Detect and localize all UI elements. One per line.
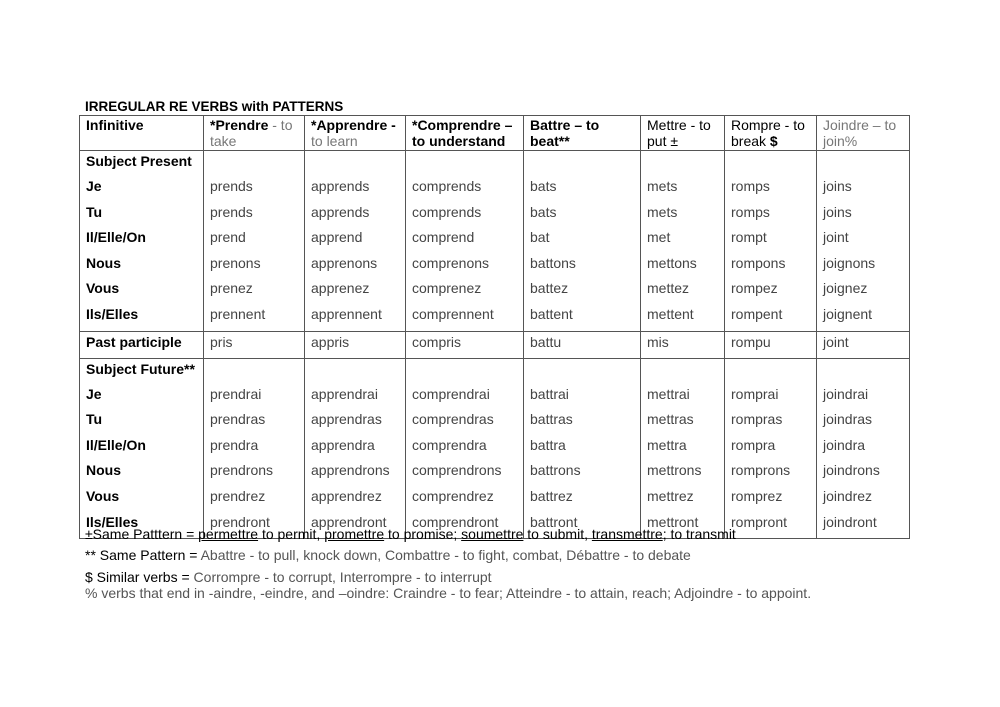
subject-cell: Je [80,385,204,411]
verb-form-cell: battra [524,436,641,462]
table-row [80,254,910,280]
subject-cell: Vous [80,487,204,513]
notes [85,526,811,601]
table-row [80,487,910,513]
verb-table [79,115,910,539]
table-row [80,228,910,254]
table-row [80,305,910,331]
table-row [80,385,910,411]
empty-cell [204,358,305,385]
verb-form-cell: joint [817,228,910,254]
verb-form-cell: battrez [524,487,641,513]
subject-cell: Vous [80,279,204,305]
verb-form-cell: battrai [524,385,641,411]
header-prendre: *Prendre - to take [204,116,305,151]
header-mettre: Mettre - to put ± [641,116,725,151]
verb-form-cell: met [641,228,725,254]
verb-form-cell: joindrons [817,461,910,487]
header-apprendre: *Apprendre - to learn [305,116,406,151]
verb-form-cell: romps [725,203,817,229]
verb-form-cell: comprendras [406,410,524,436]
verb-form-cell: apprend [305,228,406,254]
empty-cell [817,358,910,385]
verb-form-cell: prendrai [204,385,305,411]
subject-cell: Il/Elle/On [80,436,204,462]
verb-form-cell: comprennent [406,305,524,331]
verb-form-cell: pris [204,331,305,358]
table-row [80,461,910,487]
verb-form-cell: battons [524,254,641,280]
verb-form-cell: prendra [204,436,305,462]
verb-form-cell: apprendront [305,513,406,539]
header-joindre: Joindre – to join% [817,116,910,151]
empty-cell [641,151,725,178]
table-row [80,279,910,305]
subject-cell: Tu [80,410,204,436]
verb-form-cell: comprendrai [406,385,524,411]
subject-cell: Il/Elle/On [80,228,204,254]
section-label: Subject Future** [80,358,204,385]
verb-form-cell: prennent [204,305,305,331]
verb-form-cell: comprendrez [406,487,524,513]
verb-form-cell: mettrai [641,385,725,411]
section-row-future [80,358,910,385]
verb-form-cell: comprendront [406,513,524,539]
verb-form-cell: joignez [817,279,910,305]
verb-form-cell: mettons [641,254,725,280]
verb-form-cell: comprends [406,177,524,203]
header-infinitive: Infinitive [80,116,204,151]
verb-form-cell: apprendras [305,410,406,436]
empty-cell [817,151,910,178]
verb-form-cell: bat [524,228,641,254]
verb-form-cell: mettras [641,410,725,436]
subject-cell: Tu [80,203,204,229]
verb-form-cell: prendrez [204,487,305,513]
verb-form-cell: apprendra [305,436,406,462]
verb-form-cell: apprendrons [305,461,406,487]
verb-form-cell: joint [817,331,910,358]
verb-form-cell: mettrez [641,487,725,513]
empty-cell [406,358,524,385]
past-participle-label: Past participle [80,331,204,358]
verb-form-cell: rompez [725,279,817,305]
header-row [80,116,910,151]
verb-form-cell: apprendrai [305,385,406,411]
verb-form-cell: battrons [524,461,641,487]
verb-form-cell: apprends [305,177,406,203]
verb-form-cell: joindras [817,410,910,436]
empty-cell [406,151,524,178]
verb-form-cell: mettrons [641,461,725,487]
verb-form-cell: prends [204,203,305,229]
verb-form-cell: joindrez [817,487,910,513]
note-battre-pattern: ** Same Pattern = Abattre - to pull, knock down, Combattre - to fight, combat, Débattre - to debate [85,547,691,563]
verb-form-cell: mettront [641,513,725,539]
verb-form-cell: prendras [204,410,305,436]
verb-form-cell: romprai [725,385,817,411]
verb-form-cell: rompras [725,410,817,436]
verb-form-cell: comprendrons [406,461,524,487]
verb-form-cell: battras [524,410,641,436]
section-label: Subject Present [80,151,204,178]
empty-cell [524,151,641,178]
verb-form-cell: joins [817,177,910,203]
verb-form-cell: mets [641,203,725,229]
verb-form-cell: rompront [725,513,817,539]
empty-cell [305,151,406,178]
verb-form-cell: prend [204,228,305,254]
empty-cell [641,358,725,385]
verb-form-cell: joignent [817,305,910,331]
empty-cell [204,151,305,178]
verb-form-cell: prenez [204,279,305,305]
empty-cell [305,358,406,385]
verb-form-cell: battront [524,513,641,539]
verb-form-cell: joins [817,203,910,229]
verb-form-cell: mettent [641,305,725,331]
table-row [80,203,910,229]
verb-form-cell: rompt [725,228,817,254]
verb-form-cell: rompent [725,305,817,331]
note-oindre-verbs: % verbs that end in -aindre, -eindre, and –oindre: Craindre - to fear; Atteindre - to attain, reach; Adjoindre - to appoint. [85,585,812,601]
verb-form-cell: comprend [406,228,524,254]
verb-form-cell: mettra [641,436,725,462]
empty-cell [725,358,817,385]
table-row [80,177,910,203]
verb-form-cell: bats [524,177,641,203]
verb-form-cell: apprends [305,203,406,229]
past-participle-row [80,331,910,358]
verb-form-cell: prends [204,177,305,203]
section-row-present [80,151,910,178]
verb-form-cell: romprons [725,461,817,487]
verb-form-cell: rompons [725,254,817,280]
table-row [80,410,910,436]
note-rompre-similar: $ Similar verbs = Corrompre - to corrupt, Interrompre - to interrupt [85,569,492,585]
header-comprendre: *Comprendre – to understand [406,116,524,151]
subject-cell: Je [80,177,204,203]
empty-cell [524,358,641,385]
verb-form-cell: compris [406,331,524,358]
header-rompre: Rompre - to break $ [725,116,817,151]
verb-form-cell: rompu [725,331,817,358]
verb-form-cell: joindra [817,436,910,462]
verb-form-cell: comprenez [406,279,524,305]
verb-form-cell: appris [305,331,406,358]
verb-form-cell: apprenez [305,279,406,305]
verb-form-cell: joignons [817,254,910,280]
subject-cell: Ils/Elles [80,305,204,331]
verb-form-cell: apprenons [305,254,406,280]
verb-form-cell: prendront [204,513,305,539]
verb-form-cell: prenons [204,254,305,280]
verb-form-cell: comprendra [406,436,524,462]
verb-form-cell: battent [524,305,641,331]
verb-form-cell: apprendrez [305,487,406,513]
verb-form-cell: rompra [725,436,817,462]
verb-form-cell: romprez [725,487,817,513]
verb-form-cell: mettez [641,279,725,305]
verb-form-cell: joindront [817,513,910,539]
verb-form-cell: battez [524,279,641,305]
verb-form-cell: comprenons [406,254,524,280]
verb-form-cell: apprennent [305,305,406,331]
verb-form-cell: joindrai [817,385,910,411]
header-battre: Battre – to beat** [524,116,641,151]
verb-form-cell: battu [524,331,641,358]
verb-form-cell: bats [524,203,641,229]
verb-form-cell: comprends [406,203,524,229]
table-row [80,436,910,462]
subject-cell: Nous [80,254,204,280]
verb-form-cell: romps [725,177,817,203]
verb-form-cell: mis [641,331,725,358]
subject-cell: Ils/Elles [80,513,204,539]
page-title: IRREGULAR RE VERBS with PATTERNS [85,99,344,114]
verb-form-cell: mets [641,177,725,203]
verb-form-cell: prendrons [204,461,305,487]
note-mettre-pattern: ±Same Patttern = permettre to permit, promettre to promise; soumettre to submit, transmettre; to transmit [85,526,736,542]
empty-cell [725,151,817,178]
subject-cell: Nous [80,461,204,487]
